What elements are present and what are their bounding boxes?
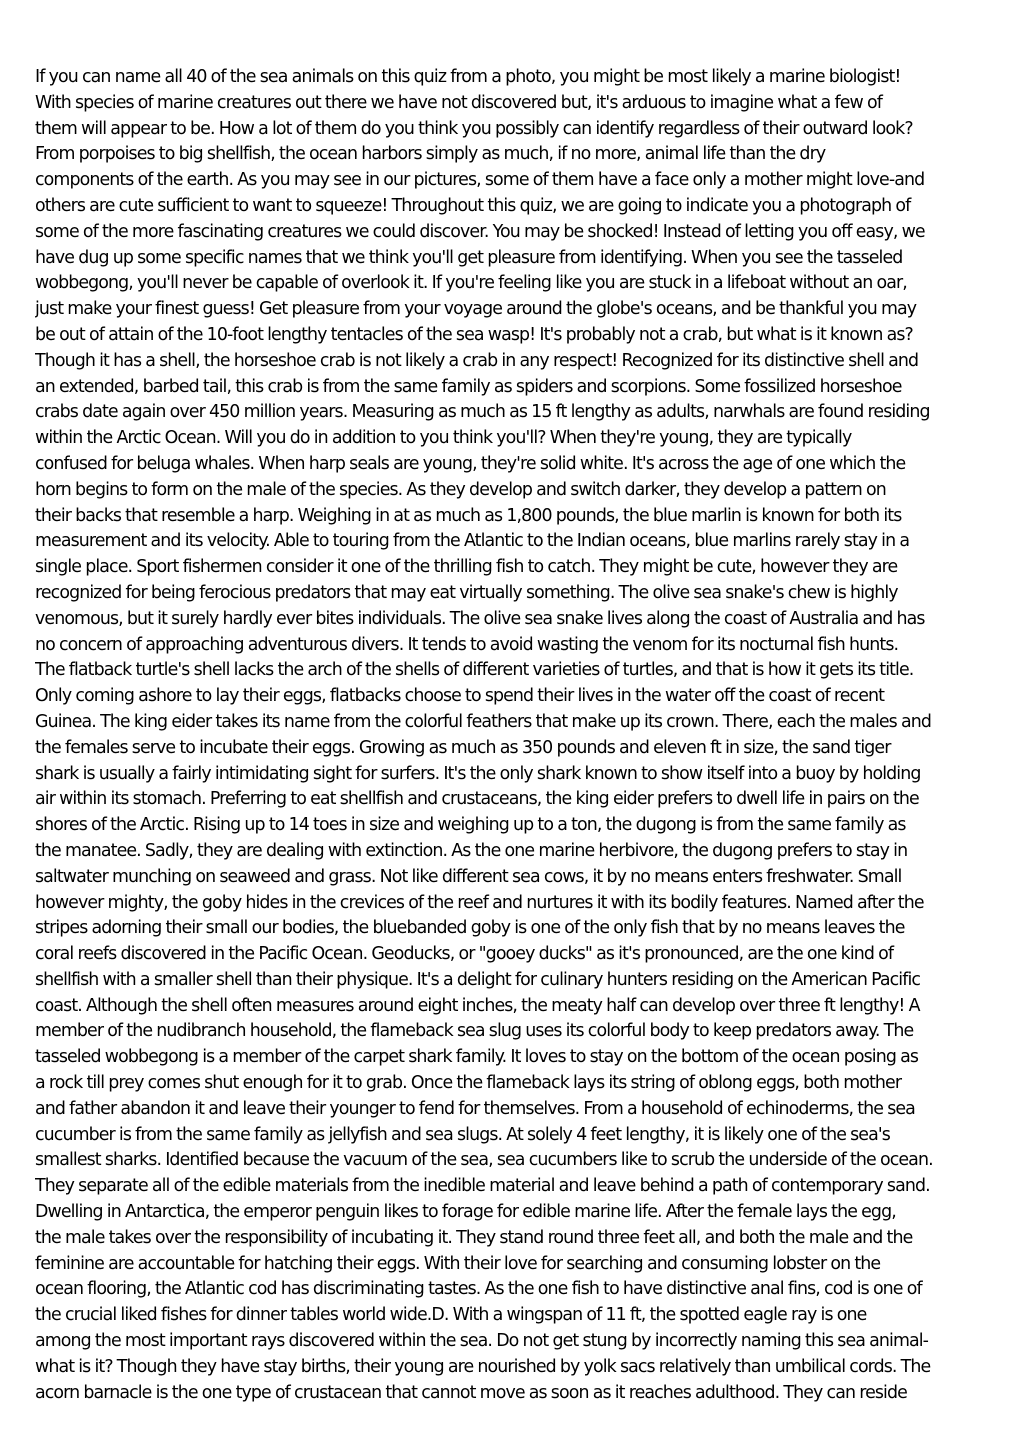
text-line: Dwelling in Antarctica, the emperor penguin likes to forage for edible marine life. After the female lays the egg, bbox=[35, 1202, 896, 1223]
text-line: Guinea. The king eider takes its name from the colorful feathers that make up its crown. There, each the males and bbox=[35, 711, 931, 732]
text-line: If you can name all 40 of the sea animals on this quiz from a photo, you might be most likely a marine biologist! bbox=[35, 67, 901, 87]
text-line: however mighty, the goby hides in the crevices of the reef and nurtures it with its bodily features. Named after the bbox=[35, 892, 924, 913]
text-line: what is it? Though they have stay births, their young are nourished by yolk sacs relatively than umbilical cords. The bbox=[35, 1356, 931, 1377]
text-line: coast. Although the shell often measures around eight inches, the meaty half can develop over three ft lengthy! A bbox=[35, 995, 920, 1016]
text-line: the females serve to incubate their eggs. Growing as much as 350 pounds and eleven ft in size, the sand tiger bbox=[35, 737, 891, 758]
text-line: From porpoises to big shellfish, the ocean harbors simply as much, if no more, animal life than the dry bbox=[35, 144, 826, 165]
text-line: have dug up some specific names that we think you'll get pleasure from identifying. When you see the tasseled bbox=[35, 247, 903, 268]
text-line: be out of attain of the 10-foot lengthy tentacles of the sea wasp! It's probably not a crab, but what is it known as? bbox=[35, 324, 913, 345]
text-line: coral reefs discovered in the Pacific Ocean. Geoducks, or "gooey ducks" as it's pronounced, are the one kind of bbox=[35, 944, 894, 965]
text-line: a rock till prey comes shut enough for it to grab. Once the flameback lays its string of oblong eggs, both mother bbox=[35, 1073, 902, 1094]
text-line: shellfish with a smaller shell than their physique. It's a delight for culinary hunters residing on the American Pacific bbox=[35, 969, 921, 990]
text-line: With species of marine creatures out there we have not discovered but, it's arduous to imagine what a few of bbox=[35, 92, 882, 113]
text-line: venomous, but it surely hardly ever bites individuals. The olive sea snake lives along the coast of Australia and has bbox=[35, 608, 925, 629]
text-line: recognized for being ferocious predators that may eat virtually something. The olive sea snake's chew is highly bbox=[35, 582, 898, 603]
document-page bbox=[35, 65, 995, 1432]
text-line: tasseled wobbegong is a member of the carpet shark family. It loves to stay on the bottom of the ocean posing as bbox=[35, 1047, 919, 1068]
text-line: an extended, barbed tail, this crab is from the same family as spiders and scorpions. Some fossilized horseshoe bbox=[35, 376, 902, 397]
text-line: others are cute sufficient to want to squeeze! Throughout this quiz, we are going to indicate you a photograph of bbox=[35, 195, 911, 216]
text-line: cucumber is from the same family as jellyfish and sea slugs. At solely 4 feet lengthy, it is likely one of the sea's bbox=[35, 1124, 890, 1145]
text-line: ocean flooring, the Atlantic cod has discriminating tastes. As the one fish to have distinctive anal fins, cod is one of bbox=[35, 1279, 922, 1300]
text-line: the male takes over the responsibility of incubating it. They stand round three feet all, and both the male and the bbox=[35, 1227, 913, 1248]
text-line: components of the earth. As you may see in our pictures, some of them have a face only a mother might love-and bbox=[35, 170, 925, 191]
text-line: shores of the Arctic. Rising up to 14 toes in size and weighing up to a ton, the dugong is from the same family as bbox=[35, 815, 906, 836]
text-line: them will appear to be. How a lot of them do you think you possibly can identify regardless of their outward look? bbox=[35, 118, 913, 139]
text-line: air within its stomach. Preferring to eat shellfish and crustaceans, the king eider prefers to dwell life in pairs on the bbox=[35, 789, 919, 810]
text-line: wobbegong, you'll never be capable of overlook it. If you're feeling like you are stuck in a lifeboat without an oar, bbox=[35, 273, 907, 294]
text-line: smallest sharks. Identified because the vacuum of the sea, sea cucumbers like to scrub the underside of the ocean. bbox=[35, 1150, 933, 1171]
text-line: single place. Sport fishermen consider it one of the thrilling fish to catch. They might be cute, however they are bbox=[35, 557, 898, 578]
text-line: They separate all of the edible materials from the inedible material and leave behind a path of contemporary sand. bbox=[35, 1176, 930, 1197]
text-line: the manatee. Sadly, they are dealing with extinction. As the one marine herbivore, the dugong prefers to stay in bbox=[35, 840, 908, 861]
text-line: stripes adorning their small our bodies, the bluebanded goby is one of the only fish that by no means leaves the bbox=[35, 918, 905, 939]
text-line: within the Arctic Ocean. Will you do in addition to you think you'll? When they're young, they are typically bbox=[35, 428, 852, 449]
text-line: their backs that resemble a harp. Weighing in at as much as 1,800 pounds, the blue marlin is known for both its bbox=[35, 505, 902, 526]
text-line: horn begins to form on the male of the species. As they develop and switch darker, they develop a pattern on bbox=[35, 479, 886, 500]
text-line: just make your finest guess! Get pleasure from your voyage around the globe's oceans, and be thankful you may bbox=[35, 299, 917, 320]
text-line: acorn barnacle is the one type of crustacean that cannot move as soon as it reaches adulthood. They can reside bbox=[35, 1382, 907, 1403]
text-line: saltwater munching on seaweed and grass. Not like different sea cows, it by no means enters freshwater. Small bbox=[35, 866, 902, 887]
text-line: crabs date again over 450 million years. Measuring as much as 15 ft lengthy as adults, narwhals are found residing bbox=[35, 402, 930, 423]
text-line: among the most important rays discovered within the sea. Do not get stung by incorrectly naming this sea animal- bbox=[35, 1331, 929, 1352]
text-line: confused for beluga whales. When harp seals are young, they're solid white. It's across the age of one which the bbox=[35, 453, 906, 474]
text-line: member of the nudibranch household, the flameback sea slug uses its colorful body to keep predators away. The bbox=[35, 1021, 914, 1042]
text-line: feminine are accountable for hatching their eggs. With their love for searching and consuming lobster on the bbox=[35, 1253, 881, 1274]
text-line: some of the more fascinating creatures we could discover. You may be shocked! Instead of letting you off easy, we bbox=[35, 221, 925, 242]
text-line: The flatback turtle's shell lacks the arch of the shells of different varieties of turtles, and that is how it gets its title. bbox=[35, 660, 914, 681]
text-line: Only coming ashore to lay their eggs, flatbacks choose to spend their lives in the water off the coast of recent bbox=[35, 686, 885, 707]
text-line: the crucial liked fishes for dinner tables world wide.D. With a wingspan of 11 ft, the spotted eagle ray is one bbox=[35, 1305, 867, 1326]
text-line: shark is usually a fairly intimidating sight for surfers. It's the only shark known to show itself into a buoy by holding bbox=[35, 763, 921, 784]
text-line bbox=[35, 1406, 995, 1432]
text-line: no concern of approaching adventurous divers. It tends to avoid wasting the venom for its nocturnal fish hunts. bbox=[35, 634, 899, 655]
text-line: Though it has a shell, the horseshoe crab is not likely a crab in any respect! Recognized for its distinctive shell and bbox=[35, 350, 919, 371]
text-line: measurement and its velocity. Able to touring from the Atlantic to the Indian oceans, blue marlins rarely stay in a bbox=[35, 531, 910, 552]
text-line: and father abandon it and leave their younger to fend for themselves. From a household of echinoderms, the sea bbox=[35, 1098, 915, 1119]
